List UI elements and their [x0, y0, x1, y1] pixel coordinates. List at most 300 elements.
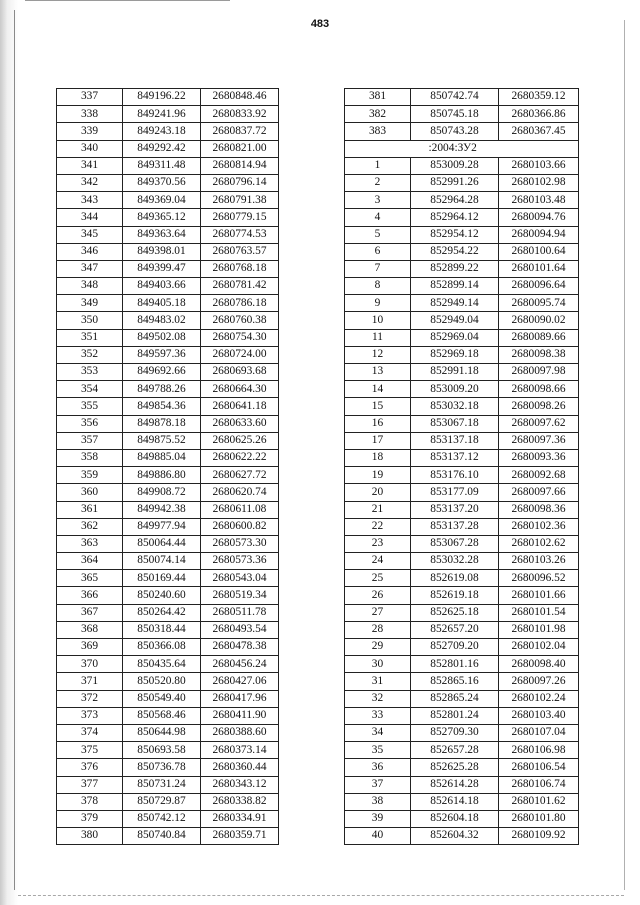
table-row — [57, 742, 279, 759]
y-coordinate-cell: 2680096.52 — [499, 570, 579, 587]
point-number-cell: 374 — [57, 724, 123, 741]
x-coordinate-cell: 849854.36 — [123, 398, 201, 415]
table-row — [345, 192, 579, 209]
x-coordinate-cell: 852614.18 — [411, 793, 499, 810]
y-coordinate-cell: 2680611.08 — [201, 501, 279, 518]
y-coordinate-cell: 2680093.36 — [499, 449, 579, 466]
x-coordinate-cell: 850742.12 — [123, 810, 201, 827]
scan-edge-left — [0, 0, 18, 905]
point-number-cell: 365 — [57, 570, 123, 587]
x-coordinate-cell: 850729.87 — [123, 793, 201, 810]
point-number-cell: 344 — [57, 209, 123, 226]
table-row — [345, 535, 579, 552]
table-row — [345, 776, 579, 793]
x-coordinate-cell: 853067.28 — [411, 535, 499, 552]
y-coordinate-cell: 2680103.40 — [499, 707, 579, 724]
y-coordinate-cell: 2680693.68 — [201, 364, 279, 381]
x-coordinate-cell: 850745.18 — [411, 106, 499, 123]
table-row — [57, 243, 279, 260]
point-number-cell: 22 — [345, 518, 411, 535]
section-title-row — [345, 140, 579, 157]
point-number-cell: 37 — [345, 776, 411, 793]
y-coordinate-cell: 2680097.62 — [499, 415, 579, 432]
x-coordinate-cell: 850169.44 — [123, 570, 201, 587]
x-coordinate-cell: 852954.12 — [411, 226, 499, 243]
point-number-cell: 8 — [345, 278, 411, 295]
top-rule — [25, 0, 230, 1]
y-coordinate-cell: 2680373.14 — [201, 742, 279, 759]
table-row — [345, 639, 579, 656]
point-number-cell: 350 — [57, 312, 123, 329]
x-coordinate-cell: 849942.38 — [123, 501, 201, 518]
y-coordinate-cell: 2680343.12 — [201, 776, 279, 793]
section-title: :2004:ЗУ2 — [411, 140, 579, 157]
x-coordinate-cell: 849311.48 — [123, 157, 201, 174]
x-coordinate-cell: 849369.04 — [123, 192, 201, 209]
y-coordinate-cell: 2680106.74 — [499, 776, 579, 793]
x-coordinate-cell: 849243.18 — [123, 123, 201, 140]
x-coordinate-cell: 852604.32 — [411, 828, 499, 845]
point-number-cell: 378 — [57, 793, 123, 810]
table-row — [345, 106, 579, 123]
table-row — [345, 690, 579, 707]
y-coordinate-cell: 2680633.60 — [201, 415, 279, 432]
x-coordinate-cell: 853009.28 — [411, 157, 499, 174]
table-row — [345, 724, 579, 741]
point-number-cell: 381 — [345, 89, 411, 106]
point-number-cell: 19 — [345, 467, 411, 484]
table-row — [345, 295, 579, 312]
x-coordinate-cell: 850074.14 — [123, 553, 201, 570]
x-coordinate-cell: 853137.18 — [411, 432, 499, 449]
page-number: 483 — [310, 18, 330, 30]
point-number-cell: 360 — [57, 484, 123, 501]
y-coordinate-cell: 2680094.76 — [499, 209, 579, 226]
table-row — [345, 157, 579, 174]
x-coordinate-cell: 849399.47 — [123, 260, 201, 277]
table-row — [57, 656, 279, 673]
x-coordinate-cell: 849692.66 — [123, 364, 201, 381]
x-coordinate-cell: 849365.12 — [123, 209, 201, 226]
point-number-cell: 28 — [345, 621, 411, 638]
x-coordinate-cell: 849597.36 — [123, 346, 201, 363]
y-coordinate-cell: 2680620.74 — [201, 484, 279, 501]
x-coordinate-cell: 853032.18 — [411, 398, 499, 415]
y-coordinate-cell: 2680768.18 — [201, 260, 279, 277]
point-number-cell: 18 — [345, 449, 411, 466]
point-number-cell: 5 — [345, 226, 411, 243]
table-row — [57, 484, 279, 501]
y-coordinate-cell: 2680417.96 — [201, 690, 279, 707]
y-coordinate-cell: 2680106.98 — [499, 742, 579, 759]
y-coordinate-cell: 2680519.34 — [201, 587, 279, 604]
point-number-cell: 377 — [57, 776, 123, 793]
point-number-cell: 9 — [345, 295, 411, 312]
table-row — [57, 673, 279, 690]
table-row — [345, 209, 579, 226]
x-coordinate-cell: 850736.78 — [123, 759, 201, 776]
point-number-cell: 14 — [345, 381, 411, 398]
table-row — [57, 535, 279, 552]
table-row — [345, 243, 579, 260]
x-coordinate-cell: 849483.02 — [123, 312, 201, 329]
point-number-cell: 355 — [57, 398, 123, 415]
table-row — [345, 174, 579, 191]
y-coordinate-cell: 2680098.36 — [499, 501, 579, 518]
x-coordinate-cell: 849370.56 — [123, 174, 201, 191]
point-number-cell: 343 — [57, 192, 123, 209]
x-coordinate-cell: 850693.58 — [123, 742, 201, 759]
y-coordinate-cell: 2680833.92 — [201, 106, 279, 123]
point-number-cell: 17 — [345, 432, 411, 449]
y-coordinate-cell: 2680786.18 — [201, 295, 279, 312]
y-coordinate-cell: 2680359.71 — [201, 828, 279, 845]
x-coordinate-cell: 850549.40 — [123, 690, 201, 707]
x-coordinate-cell: 850644.98 — [123, 724, 201, 741]
point-number-cell: 11 — [345, 329, 411, 346]
point-number-cell: 372 — [57, 690, 123, 707]
point-number-cell: 356 — [57, 415, 123, 432]
table-row — [57, 518, 279, 535]
point-number-cell: 34 — [345, 724, 411, 741]
table-row — [345, 810, 579, 827]
x-coordinate-cell: 849885.04 — [123, 449, 201, 466]
y-coordinate-cell: 2680367.45 — [499, 123, 579, 140]
point-number-cell: 39 — [345, 810, 411, 827]
table-row — [57, 449, 279, 466]
y-coordinate-cell: 2680103.66 — [499, 157, 579, 174]
y-coordinate-cell: 2680102.62 — [499, 535, 579, 552]
table-row — [57, 828, 279, 845]
table-row — [57, 621, 279, 638]
point-number-cell: 362 — [57, 518, 123, 535]
point-number-cell: 6 — [345, 243, 411, 260]
x-coordinate-cell: 852801.16 — [411, 656, 499, 673]
x-coordinate-cell: 852899.14 — [411, 278, 499, 295]
y-coordinate-cell: 2680493.54 — [201, 621, 279, 638]
point-number-cell: 342 — [57, 174, 123, 191]
point-number-cell: 7 — [345, 260, 411, 277]
y-coordinate-cell: 2680814.94 — [201, 157, 279, 174]
table-row — [345, 518, 579, 535]
table-row — [57, 192, 279, 209]
point-number-cell: 364 — [57, 553, 123, 570]
point-number-cell: 346 — [57, 243, 123, 260]
y-coordinate-cell: 2680089.66 — [499, 329, 579, 346]
y-coordinate-cell: 2680627.72 — [201, 467, 279, 484]
point-number-cell: 10 — [345, 312, 411, 329]
y-coordinate-cell: 2680796.14 — [201, 174, 279, 191]
x-coordinate-cell: 849977.94 — [123, 518, 201, 535]
point-number-cell: 29 — [345, 639, 411, 656]
point-number-cell: 16 — [345, 415, 411, 432]
x-coordinate-cell: 852991.18 — [411, 364, 499, 381]
y-coordinate-cell: 2680600.82 — [201, 518, 279, 535]
y-coordinate-cell: 2680543.04 — [201, 570, 279, 587]
table-row — [345, 501, 579, 518]
y-coordinate-cell: 2680338.82 — [201, 793, 279, 810]
x-coordinate-cell: 849241.96 — [123, 106, 201, 123]
y-coordinate-cell: 2680664.30 — [201, 381, 279, 398]
x-coordinate-cell: 850064.44 — [123, 535, 201, 552]
y-coordinate-cell: 2680359.12 — [499, 89, 579, 106]
y-coordinate-cell: 2680456.24 — [201, 656, 279, 673]
x-coordinate-cell: 849363.64 — [123, 226, 201, 243]
y-coordinate-cell: 2680109.92 — [499, 828, 579, 845]
x-coordinate-cell: 852969.04 — [411, 329, 499, 346]
y-coordinate-cell: 2680641.18 — [201, 398, 279, 415]
point-number-cell: 367 — [57, 604, 123, 621]
table-row — [57, 381, 279, 398]
point-number-cell: 357 — [57, 432, 123, 449]
table-row — [345, 381, 579, 398]
table-row — [345, 415, 579, 432]
y-coordinate-cell: 2680097.98 — [499, 364, 579, 381]
y-coordinate-cell: 2680101.66 — [499, 587, 579, 604]
x-coordinate-cell: 852949.04 — [411, 312, 499, 329]
table-row — [57, 432, 279, 449]
x-coordinate-cell: 853032.28 — [411, 553, 499, 570]
table-row — [57, 209, 279, 226]
y-coordinate-cell: 2680102.36 — [499, 518, 579, 535]
point-number-cell: 345 — [57, 226, 123, 243]
point-number-cell: 363 — [57, 535, 123, 552]
table-row — [57, 312, 279, 329]
table-row — [57, 106, 279, 123]
x-coordinate-cell: 852625.18 — [411, 604, 499, 621]
point-number-cell: 347 — [57, 260, 123, 277]
point-number-cell: 23 — [345, 535, 411, 552]
x-coordinate-cell: 852619.18 — [411, 587, 499, 604]
point-number-cell: 359 — [57, 467, 123, 484]
table-row — [57, 364, 279, 381]
x-coordinate-cell: 849196.22 — [123, 89, 201, 106]
table-row — [345, 793, 579, 810]
point-number-cell: 366 — [57, 587, 123, 604]
y-coordinate-cell: 2680106.54 — [499, 759, 579, 776]
point-number-cell: 371 — [57, 673, 123, 690]
x-coordinate-cell: 850318.44 — [123, 621, 201, 638]
point-number-cell: 382 — [345, 106, 411, 123]
x-coordinate-cell: 849398.01 — [123, 243, 201, 260]
point-number-cell: 370 — [57, 656, 123, 673]
x-coordinate-cell: 850366.08 — [123, 639, 201, 656]
y-coordinate-cell: 2680625.26 — [201, 432, 279, 449]
table-row — [345, 312, 579, 329]
x-coordinate-cell: 850743.28 — [411, 123, 499, 140]
x-coordinate-cell: 852964.28 — [411, 192, 499, 209]
y-coordinate-cell: 2680102.24 — [499, 690, 579, 707]
y-coordinate-cell: 2680724.00 — [201, 346, 279, 363]
point-number-cell: 24 — [345, 553, 411, 570]
table-row — [57, 793, 279, 810]
y-coordinate-cell: 2680760.38 — [201, 312, 279, 329]
y-coordinate-cell: 2680100.64 — [499, 243, 579, 260]
y-coordinate-cell: 2680388.60 — [201, 724, 279, 741]
table-row — [345, 553, 579, 570]
table-row — [345, 467, 579, 484]
left-coordinates-table — [56, 88, 279, 845]
table-row — [57, 759, 279, 776]
table-row — [57, 724, 279, 741]
section-title-spacer — [345, 140, 411, 157]
point-number-cell: 26 — [345, 587, 411, 604]
x-coordinate-cell: 853009.20 — [411, 381, 499, 398]
point-number-cell: 383 — [345, 123, 411, 140]
y-coordinate-cell: 2680094.94 — [499, 226, 579, 243]
table-row — [57, 604, 279, 621]
y-coordinate-cell: 2680573.30 — [201, 535, 279, 552]
table-row — [345, 432, 579, 449]
y-coordinate-cell: 2680101.62 — [499, 793, 579, 810]
y-coordinate-cell: 2680092.68 — [499, 467, 579, 484]
point-number-cell: 20 — [345, 484, 411, 501]
y-coordinate-cell: 2680573.36 — [201, 553, 279, 570]
point-number-cell: 13 — [345, 364, 411, 381]
x-coordinate-cell: 853176.10 — [411, 467, 499, 484]
x-coordinate-cell: 852865.16 — [411, 673, 499, 690]
table-row — [57, 123, 279, 140]
table-row — [57, 587, 279, 604]
table-row — [57, 501, 279, 518]
x-coordinate-cell: 852709.20 — [411, 639, 499, 656]
x-coordinate-cell: 852865.24 — [411, 690, 499, 707]
x-coordinate-cell: 850568.46 — [123, 707, 201, 724]
point-number-cell: 12 — [345, 346, 411, 363]
x-coordinate-cell: 853137.12 — [411, 449, 499, 466]
x-coordinate-cell: 852964.12 — [411, 209, 499, 226]
point-number-cell: 380 — [57, 828, 123, 845]
x-coordinate-cell: 852657.28 — [411, 742, 499, 759]
x-coordinate-cell: 849878.18 — [123, 415, 201, 432]
point-number-cell: 21 — [345, 501, 411, 518]
y-coordinate-cell: 2680511.78 — [201, 604, 279, 621]
table-row — [57, 398, 279, 415]
y-coordinate-cell: 2680103.48 — [499, 192, 579, 209]
y-coordinate-cell: 2680097.26 — [499, 673, 579, 690]
y-coordinate-cell: 2680102.04 — [499, 639, 579, 656]
x-coordinate-cell: 853137.20 — [411, 501, 499, 518]
table-row — [57, 570, 279, 587]
point-number-cell: 2 — [345, 174, 411, 191]
table-row — [345, 398, 579, 415]
table-row — [57, 776, 279, 793]
x-coordinate-cell: 853067.18 — [411, 415, 499, 432]
x-coordinate-cell: 852954.22 — [411, 243, 499, 260]
table-row — [57, 467, 279, 484]
y-coordinate-cell: 2680096.64 — [499, 278, 579, 295]
y-coordinate-cell: 2680098.38 — [499, 346, 579, 363]
point-number-cell: 3 — [345, 192, 411, 209]
x-coordinate-cell: 852991.26 — [411, 174, 499, 191]
table-row — [57, 415, 279, 432]
y-coordinate-cell: 2680103.26 — [499, 553, 579, 570]
x-coordinate-cell: 849292.42 — [123, 140, 201, 157]
x-coordinate-cell: 852604.18 — [411, 810, 499, 827]
bottom-dashed-line — [18, 895, 624, 896]
point-number-cell: 361 — [57, 501, 123, 518]
point-number-cell: 352 — [57, 346, 123, 363]
y-coordinate-cell: 2680097.36 — [499, 432, 579, 449]
table-row — [345, 278, 579, 295]
y-coordinate-cell: 2680102.98 — [499, 174, 579, 191]
table-row — [345, 123, 579, 140]
scan-edge-line — [14, 10, 15, 890]
table-row — [345, 449, 579, 466]
x-coordinate-cell: 850731.24 — [123, 776, 201, 793]
table-row — [57, 89, 279, 106]
table-row — [57, 157, 279, 174]
y-coordinate-cell: 2680622.22 — [201, 449, 279, 466]
x-coordinate-cell: 852625.28 — [411, 759, 499, 776]
y-coordinate-cell: 2680107.04 — [499, 724, 579, 741]
y-coordinate-cell: 2680095.74 — [499, 295, 579, 312]
point-number-cell: 36 — [345, 759, 411, 776]
point-number-cell: 354 — [57, 381, 123, 398]
y-coordinate-cell: 2680097.66 — [499, 484, 579, 501]
x-coordinate-cell: 852709.30 — [411, 724, 499, 741]
table-row — [345, 621, 579, 638]
x-coordinate-cell: 849908.72 — [123, 484, 201, 501]
x-coordinate-cell: 852899.22 — [411, 260, 499, 277]
x-coordinate-cell: 853137.28 — [411, 518, 499, 535]
table-row — [345, 570, 579, 587]
point-number-cell: 337 — [57, 89, 123, 106]
y-coordinate-cell: 2680848.46 — [201, 89, 279, 106]
point-number-cell: 15 — [345, 398, 411, 415]
x-coordinate-cell: 852619.08 — [411, 570, 499, 587]
x-coordinate-cell: 849405.18 — [123, 295, 201, 312]
y-coordinate-cell: 2680098.66 — [499, 381, 579, 398]
table-row — [345, 226, 579, 243]
table-row — [345, 260, 579, 277]
table-row — [345, 759, 579, 776]
y-coordinate-cell: 2680427.06 — [201, 673, 279, 690]
table-row — [345, 604, 579, 621]
x-coordinate-cell: 850740.84 — [123, 828, 201, 845]
y-coordinate-cell: 2680837.72 — [201, 123, 279, 140]
table-row — [345, 656, 579, 673]
point-number-cell: 40 — [345, 828, 411, 845]
y-coordinate-cell: 2680098.40 — [499, 656, 579, 673]
table-row — [57, 140, 279, 157]
x-coordinate-cell: 849502.08 — [123, 329, 201, 346]
table-row — [57, 553, 279, 570]
table-row — [57, 639, 279, 656]
point-number-cell: 349 — [57, 295, 123, 312]
table-row — [57, 174, 279, 191]
table-row — [345, 329, 579, 346]
point-number-cell: 375 — [57, 742, 123, 759]
point-number-cell: 25 — [345, 570, 411, 587]
point-number-cell: 379 — [57, 810, 123, 827]
point-number-cell: 338 — [57, 106, 123, 123]
table-row — [345, 673, 579, 690]
table-row — [57, 810, 279, 827]
point-number-cell: 341 — [57, 157, 123, 174]
point-number-cell: 376 — [57, 759, 123, 776]
y-coordinate-cell: 2680098.26 — [499, 398, 579, 415]
table-row — [57, 295, 279, 312]
y-coordinate-cell: 2680763.57 — [201, 243, 279, 260]
y-coordinate-cell: 2680090.02 — [499, 312, 579, 329]
x-coordinate-cell: 853177.09 — [411, 484, 499, 501]
x-coordinate-cell: 852614.28 — [411, 776, 499, 793]
y-coordinate-cell: 2680478.38 — [201, 639, 279, 656]
right-coordinates-table — [344, 88, 579, 845]
point-number-cell: 35 — [345, 742, 411, 759]
x-coordinate-cell: 849403.66 — [123, 278, 201, 295]
